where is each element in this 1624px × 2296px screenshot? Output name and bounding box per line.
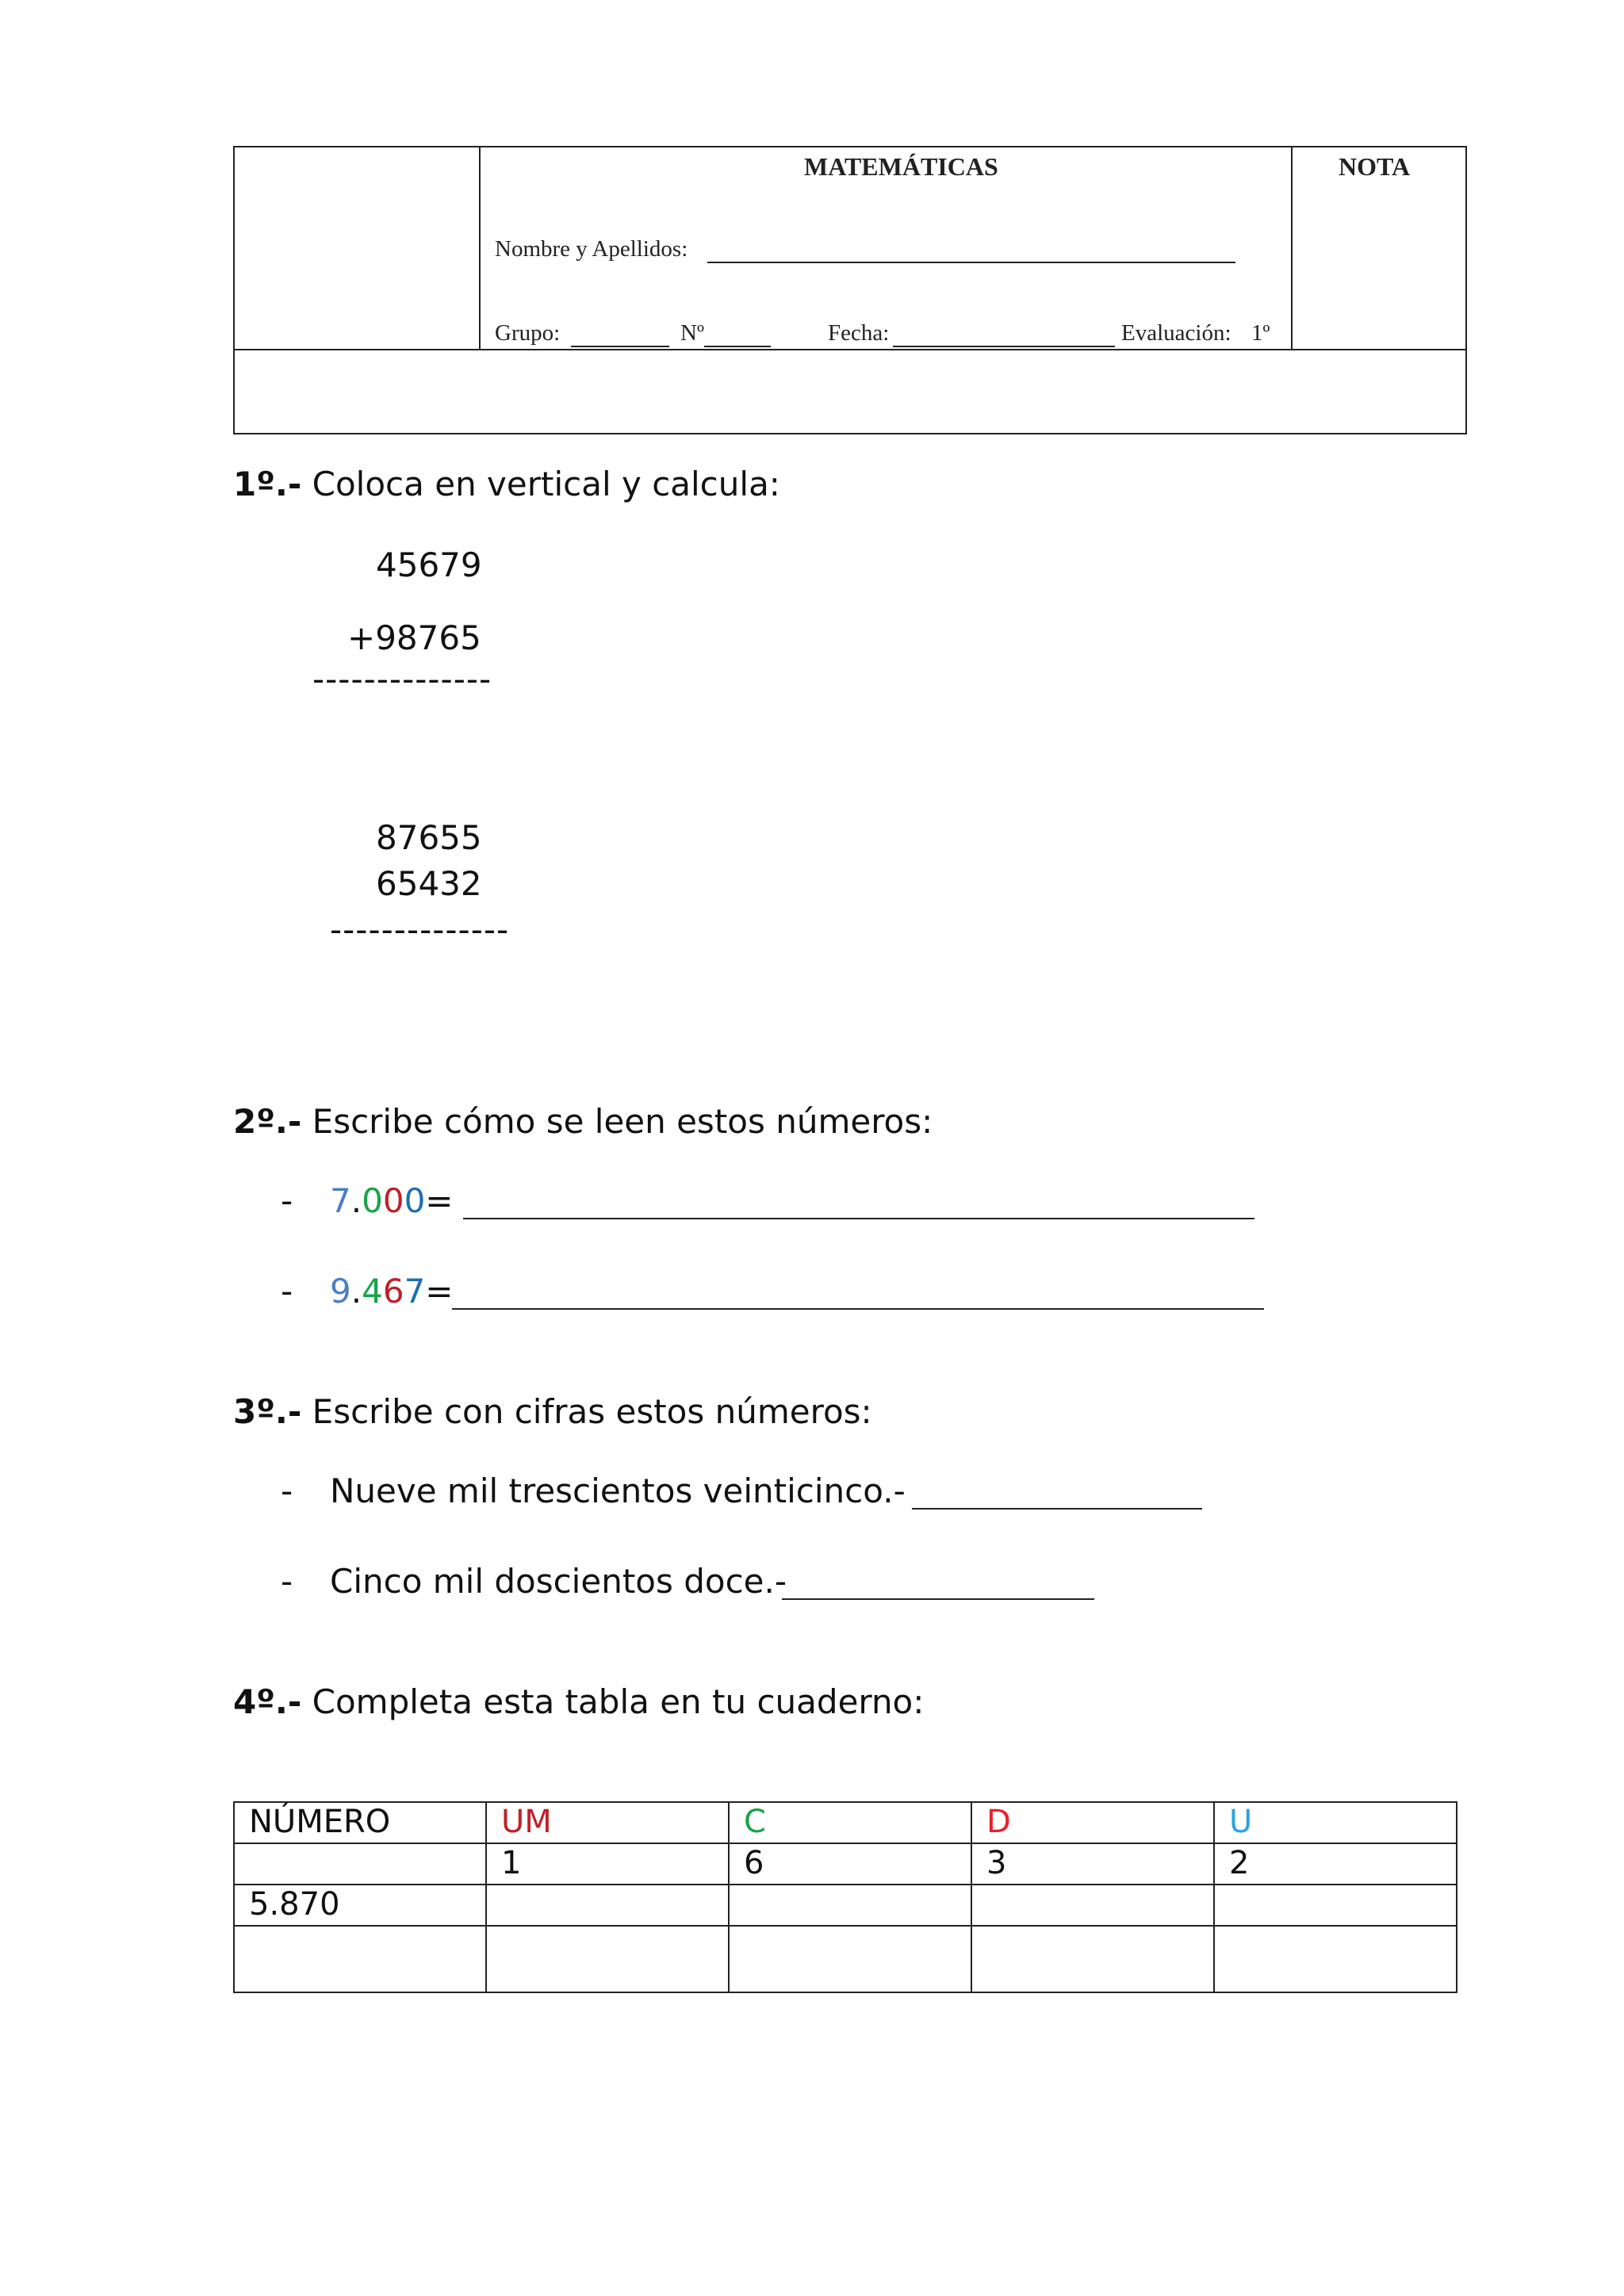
q4-title (233, 1682, 924, 1721)
q2-item2-thousands: 9 (330, 1272, 351, 1311)
q2-item2-number (330, 1272, 454, 1311)
q2-item1-number (330, 1181, 454, 1220)
table-cell[interactable] (729, 1926, 971, 1992)
q1-operation1-top: 45679 (376, 545, 482, 584)
header-box (233, 146, 1467, 434)
place-value-table (233, 1801, 1457, 1993)
evaluation-value: 1º (1251, 320, 1270, 346)
table-row (234, 1843, 1457, 1885)
q1-text: Coloca en vertical y calcula: (312, 465, 780, 503)
q2-item1-equals: = (425, 1181, 454, 1220)
q3-item2-answer-line[interactable] (782, 1598, 1094, 1600)
q2-text: Escribe cómo se leen estos números: (312, 1102, 933, 1141)
q2-item2-units: 7 (404, 1272, 426, 1311)
q2-item1-bullet: - (281, 1181, 293, 1220)
table-cell[interactable] (234, 1926, 486, 1992)
q1-operation1-bottom: +98765 (347, 618, 481, 657)
table-row (234, 1926, 1457, 1992)
q2-item2-hundreds: 4 (362, 1272, 383, 1311)
q1-operation1-rule: -------------- (312, 660, 492, 698)
q2-item1-hundreds: 0 (362, 1181, 383, 1220)
q3-item2-bullet: - (281, 1562, 293, 1601)
q1-operation2-bottom: 65432 (376, 864, 482, 903)
group-label: Grupo: (495, 320, 561, 346)
q2-item1-tens: 0 (382, 1181, 404, 1220)
table-cell[interactable] (1214, 1926, 1457, 1992)
q1-operation2-top: 87655 (376, 818, 482, 857)
q3-item2-text: Cinco mil doscientos doce.- (330, 1562, 787, 1601)
q2-item1-separator: . (350, 1181, 362, 1220)
grade-label: NOTA (1339, 152, 1411, 181)
q2-item2-bullet: - (281, 1272, 293, 1311)
table-row (234, 1885, 1457, 1926)
evaluation-label: Evaluación: (1121, 320, 1231, 346)
header-divider-left (479, 147, 481, 349)
q2-title (233, 1102, 933, 1141)
q3-item1-text: Nueve mil trescientos veinticinco.- (330, 1471, 906, 1510)
table-cell[interactable] (729, 1885, 971, 1926)
number-field[interactable] (704, 346, 771, 347)
header-divider-bottom (235, 349, 1465, 350)
name-label: Nombre y Apellidos: (495, 236, 688, 262)
subject-title: MATEMÁTICAS (804, 152, 998, 181)
q2-item1-units: 0 (404, 1181, 426, 1220)
q2-item2-tens: 6 (382, 1272, 404, 1311)
q2-item2-separator: . (350, 1272, 362, 1311)
table-cell: 6 (729, 1843, 971, 1885)
name-field[interactable] (707, 262, 1235, 263)
q2-item1-thousands: 7 (330, 1181, 351, 1220)
q2-number: 2º.- (233, 1102, 302, 1141)
q3-number: 3º.- (233, 1392, 302, 1431)
table-header-row (234, 1802, 1457, 1843)
q1-title (233, 465, 780, 503)
table-cell[interactable] (486, 1926, 729, 1992)
table-cell: 5.870 (234, 1885, 486, 1926)
q2-item2-answer-line[interactable] (452, 1308, 1264, 1310)
q4-number: 4º.- (233, 1682, 302, 1721)
header-divider-right (1291, 147, 1293, 349)
header-c: C (729, 1802, 971, 1843)
q2-item1-answer-line[interactable] (463, 1218, 1254, 1219)
number-label: Nº (680, 320, 704, 346)
table-cell[interactable] (234, 1843, 486, 1885)
table-cell: 3 (971, 1843, 1214, 1885)
table-cell[interactable] (971, 1885, 1214, 1926)
q3-item1-answer-line[interactable] (912, 1508, 1202, 1510)
q1-operation2-rule: -------------- (330, 910, 510, 949)
header-d: D (971, 1802, 1214, 1843)
q2-item2-equals: = (425, 1272, 454, 1311)
header-um: UM (486, 1802, 729, 1843)
table-cell: 2 (1214, 1843, 1457, 1885)
header-numero: NÚMERO (234, 1802, 486, 1843)
q4-text: Completa esta tabla en tu cuaderno: (312, 1682, 925, 1721)
date-field[interactable] (893, 346, 1115, 347)
date-label: Fecha: (828, 320, 890, 346)
table-cell: 1 (486, 1843, 729, 1885)
header-u: U (1214, 1802, 1457, 1843)
group-field[interactable] (571, 346, 669, 347)
q1-number: 1º.- (233, 465, 302, 503)
table-cell[interactable] (486, 1885, 729, 1926)
q3-title (233, 1392, 872, 1431)
table-cell[interactable] (1214, 1885, 1457, 1926)
q3-item1-bullet: - (281, 1471, 293, 1510)
table-cell[interactable] (971, 1926, 1214, 1992)
q3-text: Escribe con cifras estos números: (312, 1392, 872, 1431)
